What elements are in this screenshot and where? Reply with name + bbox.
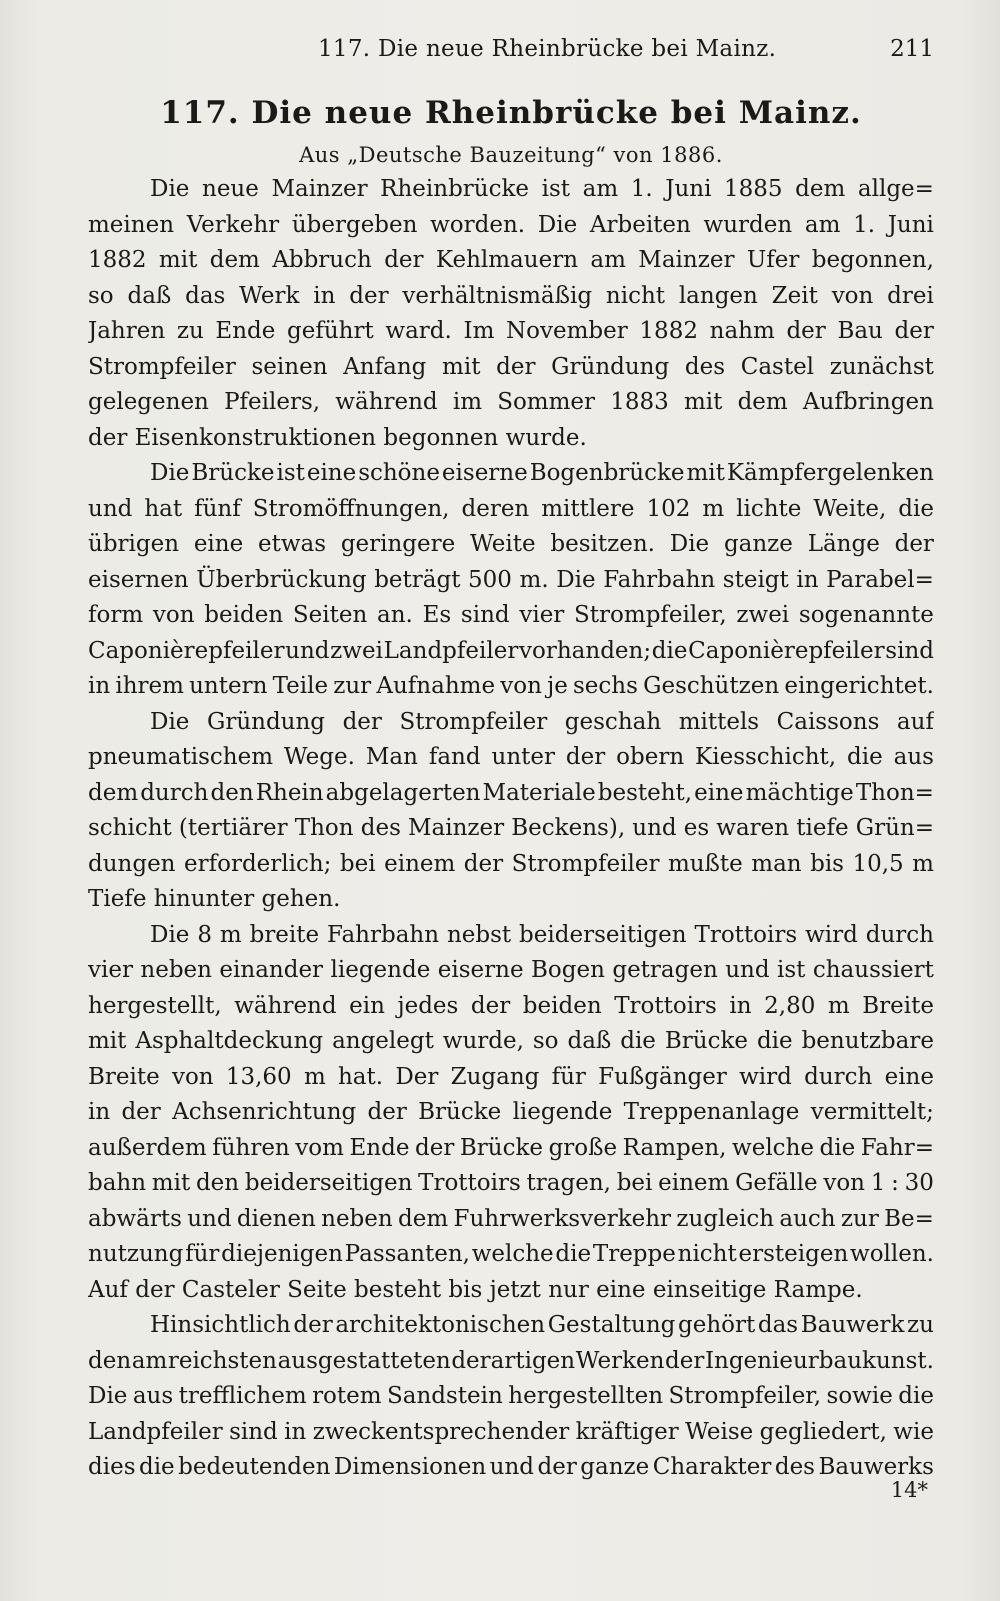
text-line: Auf der Casteler Seite besteht bis jetzt nur eine einseitige Rampe.	[88, 1276, 863, 1303]
text-line: Landpfeiler sind in zweckentsprechender kräftiger Weise gegliedert, wie	[88, 1418, 934, 1445]
body-text	[88, 172, 934, 1486]
text-line: gelegenen Pfeilers, während im Sommer 1883 mit dem Aufbringen	[88, 389, 934, 415]
text-line: in ihrem untern Teile zur Aufnahme von je sechs Geschützen eingerichtet.	[88, 673, 934, 699]
text-line: nutzung für diejenigen Passanten, welche die Treppe nicht ersteigen wollen.	[88, 1241, 934, 1267]
text-line: in der Achsenrichtung der Brücke liegende Treppenanlage vermittelt;	[88, 1099, 934, 1125]
text-line: der Eisenkonstruktionen begonnen wurde.	[88, 424, 587, 451]
text-line: Die Brücke ist eine schöne eiserne Bogenbrücke mit Kämpfergelenken	[150, 460, 934, 486]
text-line: meinen Verkehr übergeben worden. Die Arbeiten wurden am 1. Juni	[88, 211, 934, 238]
source-line: Aus „Deutsche Bauzeitung“ von 1886.	[299, 143, 723, 167]
text-line: vier neben einander liegende eiserne Bogen getragen und ist chaussiert	[88, 957, 934, 983]
text-line: pneumatischem Wege. Man fand unter der obern Kiesschicht, die aus	[88, 744, 934, 770]
text-line: mit Asphaltdeckung angelegt wurde, so daß die Brücke die benutzbare	[88, 1028, 934, 1054]
signature-mark: 14*	[890, 1478, 928, 1502]
text-line: Hinsichtlich der architektonischen Gestaltung gehört das Bauwerk zu	[150, 1312, 934, 1338]
text-line: Die neue Mainzer Rheinbrücke ist am 1. Juni 1885 dem allge=	[150, 176, 934, 202]
text-line: außerdem führen vom Ende der Brücke große Rampen, welche die Fahr=	[88, 1134, 934, 1161]
text-line: Die 8 m breite Fahrbahn nebst beiderseitigen Trottoirs wird durch	[150, 921, 934, 948]
text-line: form von beiden Seiten an. Es sind vier Strompfeiler, zwei sogenannte	[88, 602, 934, 628]
text-line: hergestellt, während ein jedes der beiden Trottoirs in 2,80 m Breite	[88, 992, 934, 1019]
text-line: dem durch den Rhein abgelagerten Materiale besteht, eine mächtige Thon=	[88, 779, 934, 806]
text-line: Die aus trefflichem rotem Sandstein hergestellten Strompfeiler, sowie die	[88, 1383, 934, 1409]
text-line: dies die bedeutenden Dimensionen und der ganze Charakter des Bauwerks	[88, 1454, 934, 1480]
running-header	[88, 36, 934, 70]
chapter-title: 117. Die neue Rheinbrücke bei Mainz.	[160, 95, 862, 131]
text-line: eisernen Überbrückung beträgt 500 m. Die Fahrbahn steigt in Parabel=	[88, 566, 934, 593]
text-line: so daß das Werk in der verhältnismäßig nicht langen Zeit von drei	[88, 282, 934, 309]
text-line: bahn mit den beiderseitigen Trottoirs tragen, bei einem Gefälle von 1 : 30	[88, 1170, 934, 1196]
text-line: schicht (tertiärer Thon des Mainzer Beckens), und es waren tiefe Grün=	[88, 815, 934, 841]
running-title: 117. Die neue Rheinbrücke bei Mainz.	[318, 36, 777, 62]
text-line: 1882 mit dem Abbruch der Kehlmauern am Mainzer Ufer begonnen,	[88, 247, 934, 273]
text-line: Jahren zu Ende geführt ward. Im November 1882 nahm der Bau der	[88, 318, 934, 344]
text-line: und hat fünf Stromöffnungen, deren mittlere 102 m lichte Weite, die	[88, 495, 934, 522]
text-line: Strompfeiler seinen Anfang mit der Gründung des Castel zunächst	[88, 353, 934, 380]
page-number: 211	[890, 36, 934, 62]
text-line: Tiefe hinunter gehen.	[88, 886, 341, 912]
text-line: den am reichsten ausgestatteten derartigen Werken der Ingenieurbaukunst.	[88, 1347, 934, 1374]
text-line: Breite von 13,60 m hat. Der Zugang für Fußgänger wird durch eine	[88, 1063, 934, 1090]
text-line: abwärts und dienen neben dem Fuhrwerksverkehr zugleich auch zur Be=	[88, 1205, 934, 1232]
text-line: dungen erforderlich; bei einem der Strompfeiler mußte man bis 10,5 m	[88, 850, 934, 877]
text-line: übrigen eine etwas geringere Weite besitzen. Die ganze Länge der	[88, 531, 934, 557]
text-line: Caponièrepfeiler und zwei Landpfeiler vorhanden; die Caponièrepfeiler sind	[88, 637, 934, 664]
text-line: Die Gründung der Strompfeiler geschah mittels Caissons auf	[150, 708, 934, 735]
